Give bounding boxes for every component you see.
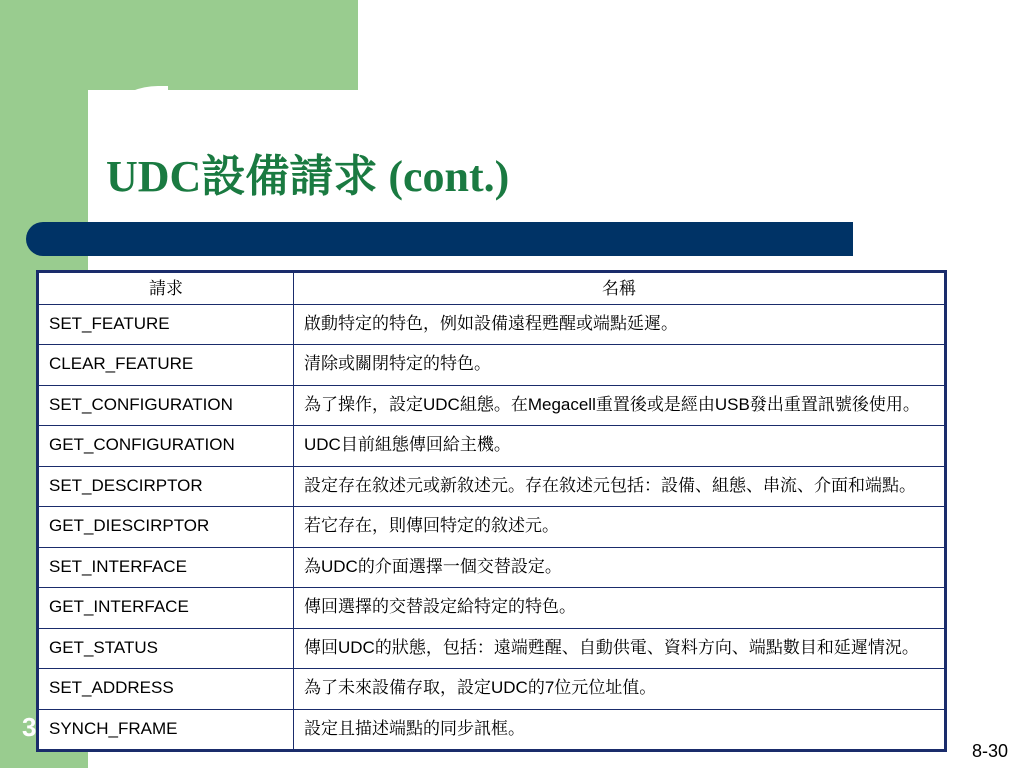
table-row xyxy=(39,628,945,668)
request-cell: GET_DIESCIRPTOR xyxy=(39,507,294,547)
request-cell: SYNCH_FRAME xyxy=(39,709,294,749)
table-row xyxy=(39,588,945,628)
request-cell: CLEAR_FEATURE xyxy=(39,345,294,385)
request-cell: SET_DESCIRPTOR xyxy=(39,466,294,506)
request-cell: GET_CONFIGURATION xyxy=(39,426,294,466)
header-request: 請求 xyxy=(39,273,294,305)
table-row xyxy=(39,305,945,345)
table-row xyxy=(39,709,945,749)
request-cell: GET_INTERFACE xyxy=(39,588,294,628)
description-cell: 為了未來設備存取，設定UDC的7位元位址值。 xyxy=(294,669,945,709)
table-row xyxy=(39,426,945,466)
header-name: 名稱 xyxy=(294,273,945,305)
request-cell: SET_INTERFACE xyxy=(39,547,294,587)
description-cell: 設定存在敘述元或新敘述元。存在敘述元包括：設備、組態、串流、介面和端點。 xyxy=(294,466,945,506)
table-header-row xyxy=(39,273,945,305)
description-cell: 啟動特定的特色，例如設備遠程甦醒或端點延遲。 xyxy=(294,305,945,345)
table-row xyxy=(39,466,945,506)
description-cell: 清除或關閉特定的特色。 xyxy=(294,345,945,385)
request-cell: SET_ADDRESS xyxy=(39,669,294,709)
requests-table xyxy=(38,272,945,750)
table-row xyxy=(39,345,945,385)
table-row xyxy=(39,385,945,425)
partial-slide-number: 3 xyxy=(22,712,37,742)
description-cell: 傳回UDC的狀態，包括：遠端甦醒、自動供電、資料方向、端點數目和延遲情況。 xyxy=(294,628,945,668)
request-cell: SET_CONFIGURATION xyxy=(39,385,294,425)
description-cell: UDC目前組態傳回給主機。 xyxy=(294,426,945,466)
description-cell: 設定且描述端點的同步訊框。 xyxy=(294,709,945,749)
slide-title: UDC設備請求 (cont.) xyxy=(106,152,510,201)
request-cell: SET_FEATURE xyxy=(39,305,294,345)
table-row xyxy=(39,547,945,587)
table-row xyxy=(39,507,945,547)
page-number: 8-30 xyxy=(971,741,1008,761)
requests-table-container xyxy=(36,270,947,752)
description-cell: 為了操作，設定UDC組態。在Megacell重置後或是經由USB發出重置訊號後使用。 xyxy=(294,385,945,425)
title-underline-bar xyxy=(26,222,853,256)
description-cell: 傳回選擇的交替設定給特定的特色。 xyxy=(294,588,945,628)
description-cell: 為UDC的介面選擇一個交替設定。 xyxy=(294,547,945,587)
table-row xyxy=(39,669,945,709)
request-cell: GET_STATUS xyxy=(39,628,294,668)
description-cell: 若它存在，則傳回特定的敘述元。 xyxy=(294,507,945,547)
